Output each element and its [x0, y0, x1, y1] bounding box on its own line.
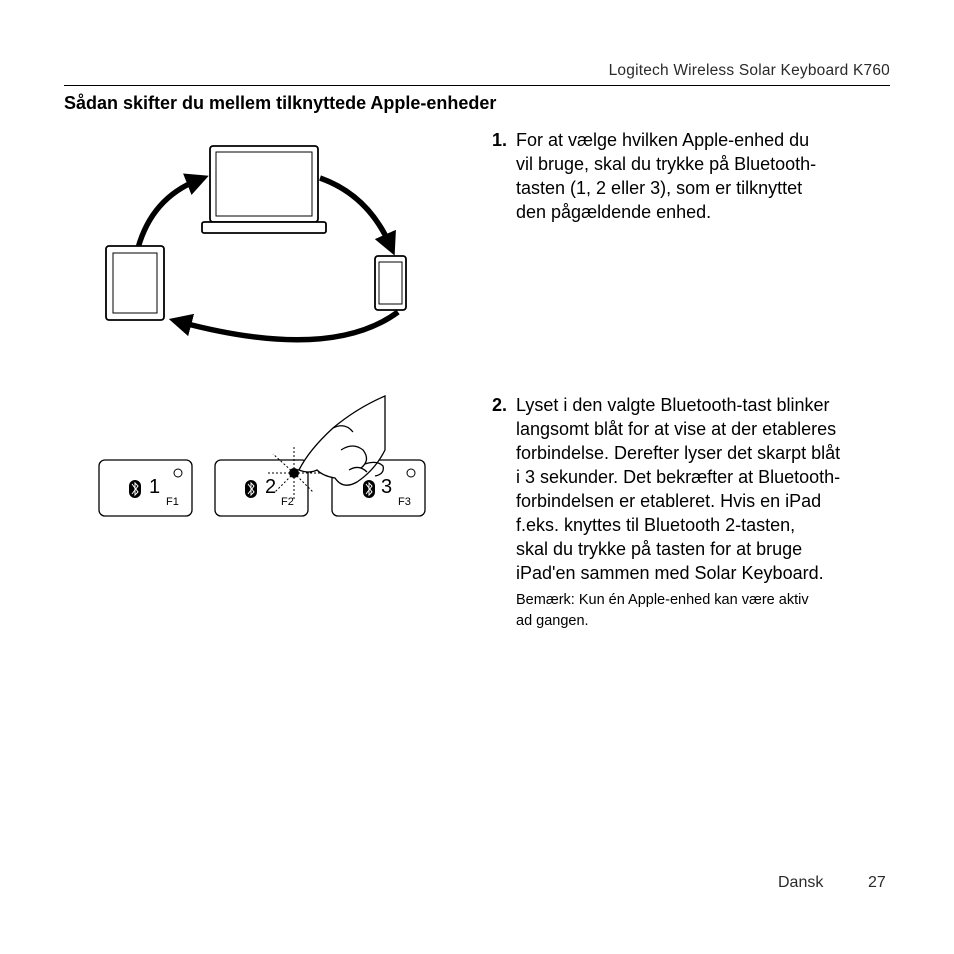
key-2-fn-label: F2	[281, 496, 294, 508]
step-2-text: Lyset i den valgte Bluetooth-tast blinker langsomt blåt for at vise at der etableres forbindelse. Derefter lyser det skarpt blåt i 3 sekunder. Det bekræfter at Bluetooth- forbindelsen er etableret. Hvis en iPad f.eks. knyttes til Bluetooth 2-tasten, skal du trykke på tasten for at bruge iPad'en sammen med Solar Keyboard.	[516, 395, 841, 583]
key-1-fn-label: F1	[166, 496, 179, 508]
footer-language: Dansk	[778, 874, 824, 891]
device-switch-illustration	[100, 140, 420, 355]
key-3-fn-label: F3	[398, 496, 411, 508]
laptop-icon	[202, 146, 326, 233]
document-header-title: Logitech Wireless Solar Keyboard K760	[608, 62, 890, 79]
cycle-arrow-up	[138, 180, 198, 248]
step-1-text: For at vælge hvilken Apple-enhed du vil bruge, skal du trykke på Bluetooth- tasten (1, 2 eller 3), som er tilknyttet den pågældende enhed.	[516, 130, 817, 222]
step-1-number: 1.	[492, 130, 508, 150]
section-heading: Sådan skifter du mellem tilknyttede Apple-enheder	[64, 93, 497, 113]
tablet-icon	[106, 246, 164, 320]
key-1-number: 1	[149, 476, 161, 498]
step-2-number: 2.	[492, 395, 508, 415]
header-divider	[64, 85, 890, 86]
step-2	[492, 393, 892, 632]
cycle-arrow-bottom	[180, 312, 398, 340]
page-number: 27	[868, 874, 886, 891]
step-2-note: Bemærk: Kun én Apple-enhed kan være aktiv ad gangen.	[516, 592, 809, 629]
key-3-number: 3	[381, 476, 393, 498]
key-2-number: 2	[265, 476, 277, 498]
cycle-arrow-right	[320, 178, 390, 245]
step-1	[492, 128, 892, 224]
phone-icon	[375, 256, 406, 310]
bluetooth-keys-illustration	[95, 390, 435, 525]
